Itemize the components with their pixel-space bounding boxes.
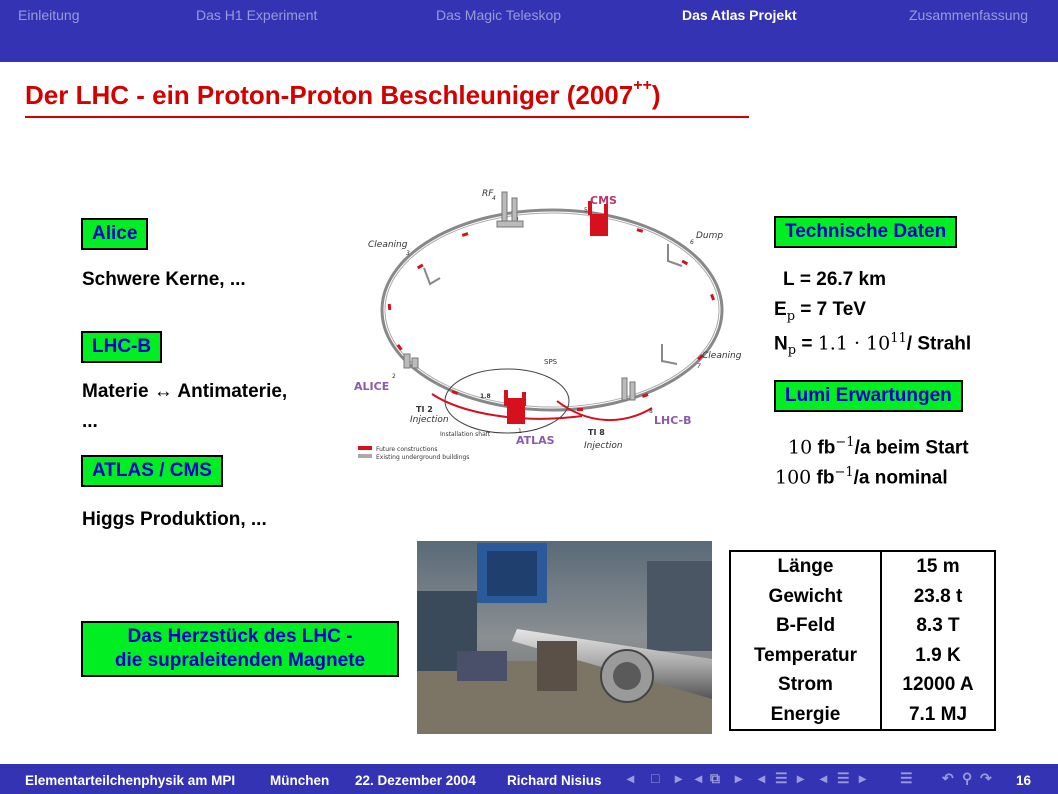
spec-value: 7.1 MJ	[908, 703, 968, 725]
spec-value: 15 m	[916, 556, 960, 578]
nav-forward-icon[interactable]: ↷	[980, 770, 992, 786]
spec-quantity: Temperatur	[730, 641, 881, 671]
rf-number: 4	[492, 195, 496, 202]
cleaning-right-number: 7	[697, 363, 701, 370]
lumi-start-text: /a beim Start	[854, 437, 969, 459]
lumi-nominal-unit: fb	[811, 467, 835, 489]
spec-row	[730, 611, 995, 641]
legend-future-label: Future constructions	[376, 446, 438, 453]
energy-subscript: p	[786, 309, 796, 324]
spec-row	[730, 670, 995, 700]
length-value: = 26.7 km	[799, 269, 886, 290]
alice-description: Schwere Kerne, ...	[82, 269, 246, 290]
magnet-highlight-line1: Das Herzstück des LHC -	[127, 626, 353, 647]
nav-prev-section-icon[interactable]: ◂	[758, 770, 766, 786]
spec-row	[730, 641, 995, 671]
spec-row	[730, 700, 995, 731]
ti2-label: TI 2	[416, 405, 433, 414]
lhc-ring-svg	[352, 186, 752, 470]
ring-inner	[385, 213, 719, 407]
atlas-cms-box: ATLAS / CMS	[81, 455, 223, 487]
dipole-magnet-photo-svg	[417, 541, 712, 734]
protons-mantissa: 1.1 · 10	[817, 332, 891, 355]
footer-course: Elementarteilchenphysik am MPI	[25, 773, 236, 788]
atlas-label: ATLAS	[516, 434, 555, 447]
lumi-start-unit: fb	[812, 437, 836, 459]
legend-existing-swatch	[358, 454, 372, 458]
legend-existing-label: Existing underground buildings	[376, 454, 470, 461]
cms-number: 5	[584, 207, 588, 214]
lhcb-box: LHC-B	[81, 331, 162, 363]
spec-quantity: Gewicht	[730, 582, 881, 612]
footer-bar	[0, 764, 1058, 794]
rf-structure-icon	[497, 192, 523, 227]
nav-first-frame-icon[interactable]: ◂	[627, 770, 635, 786]
spec-value: 8.3 T	[916, 615, 960, 637]
cleaning-left-icon	[424, 268, 440, 284]
footer-page-number: 16	[1016, 773, 1032, 788]
cms-label: CMS	[590, 194, 617, 207]
nav-subsection-icon[interactable]: ⧉	[710, 770, 720, 786]
nav-frame-icon[interactable]: □	[651, 770, 660, 786]
alice-box: Alice	[81, 218, 148, 250]
luminosity-box: Lumi Erwartungen	[774, 380, 963, 412]
nav-next-section-icon[interactable]: ▸	[797, 770, 805, 786]
protons-unit: / Strahl	[906, 333, 972, 355]
nav-item-h1-experiment[interactable]: Das H1 Experiment	[196, 7, 318, 23]
legend-future-swatch	[358, 446, 372, 450]
energy-symbol: E	[774, 299, 787, 320]
cleaning-top-label: Cleaning	[368, 240, 408, 250]
lhc-ring-diagram	[352, 186, 752, 470]
spec-row	[730, 551, 995, 582]
dump-label: Dump	[696, 231, 724, 241]
nav-next-part-icon[interactable]: ▸	[859, 770, 867, 786]
installation-shaft-label: Installation shaft	[440, 431, 491, 438]
nav-part-icon[interactable]: ☰	[837, 770, 850, 786]
spec-quantity: B-Feld	[730, 611, 881, 641]
lumi-nominal-exponent: −1	[834, 465, 854, 480]
protons-line	[774, 326, 971, 359]
dump-number: 6	[690, 239, 694, 246]
atlas-cms-description: Higgs Produktion, ...	[82, 509, 267, 530]
slide-title-superscript: ++	[633, 77, 652, 95]
rf-label: RF	[482, 189, 494, 199]
footer-city: München	[270, 773, 330, 788]
lumi-nominal-number: 100	[775, 466, 812, 489]
lhcb-label: LHC-B	[654, 414, 692, 427]
magnet-spec-table	[729, 550, 996, 731]
nav-section-icon[interactable]: ☰	[775, 770, 788, 786]
spec-quantity: Energie	[730, 700, 881, 731]
footer-date: 22. Dezember 2004	[355, 773, 476, 788]
footer-author: Richard Nisius	[507, 773, 602, 788]
protons-equals: =	[801, 333, 818, 355]
ti8-sub-label: Injection	[584, 441, 623, 451]
atlas-number: 1	[518, 428, 522, 435]
slide-title-text: Der LHC - ein Proton-Proton Beschleuniger (2007	[25, 80, 634, 110]
energy-line	[774, 297, 866, 325]
ti2-sub-label: Injection	[410, 415, 449, 425]
lumi-nominal-text: /a nominal	[853, 467, 948, 489]
ti8-label: TI 8	[588, 428, 605, 437]
energy-value: = 7 TeV	[800, 299, 866, 320]
dipole-magnet-photo	[417, 541, 712, 734]
nav-toc-icon[interactable]: ☰	[900, 770, 913, 786]
lumi-nominal-line	[775, 460, 948, 491]
alice-number: 2	[392, 373, 396, 380]
spec-quantity: Strom	[730, 670, 881, 700]
spec-quantity: Länge	[730, 551, 881, 582]
length-symbol: L	[783, 269, 795, 290]
magnet-spec-table-body	[730, 551, 995, 730]
lhcb-number: 8	[649, 408, 653, 415]
lhcb-description-line1: Materie ↔ Antimaterie,	[82, 381, 288, 402]
slide-title-close: )	[651, 80, 661, 110]
cleaning-right-icon	[662, 344, 677, 364]
title-underline	[25, 116, 749, 118]
cleaning-top-number: 3	[406, 250, 410, 257]
alice-label: ALICE	[354, 380, 390, 393]
lumi-start-number: 10	[788, 436, 813, 459]
nav-back-icon[interactable]: ↶	[942, 770, 954, 786]
nav-item-einleitung[interactable]: Einleitung	[18, 7, 80, 23]
length-line	[783, 267, 886, 293]
nav-item-atlas-projekt[interactable]: Das Atlas Projekt	[682, 7, 797, 23]
nav-next-frame-icon[interactable]: ▸	[675, 770, 683, 786]
spec-value: 12000 A	[902, 674, 974, 696]
spec-value: 1.9 K	[915, 644, 961, 666]
nav-prev-part-icon[interactable]: ◂	[820, 770, 828, 786]
lhcb-description-line2: ...	[82, 411, 98, 432]
protons-subscript: p	[787, 343, 797, 359]
nav-item-zusammenfassung[interactable]: Zusammenfassung	[909, 7, 1029, 23]
sps-label: SPS	[544, 358, 558, 366]
nav-item-magic-teleskop[interactable]: Das Magic Teleskop	[436, 7, 562, 23]
ring-outer	[382, 210, 722, 410]
magnet-highlight-line2: die supraleitenden Magnete	[114, 650, 366, 671]
protons-exponent: 11	[890, 331, 907, 346]
nav-prev-subsection-icon[interactable]: ◂	[695, 770, 703, 786]
spec-value: 23.8 t	[913, 585, 963, 607]
ring-section-number: 1.8	[480, 393, 491, 400]
lumi-start-line	[788, 430, 969, 461]
nav-next-subsection-icon[interactable]: ▸	[735, 770, 743, 786]
spec-row	[730, 582, 995, 612]
cleaning-right-label: Cleaning	[702, 351, 742, 361]
magnet-highlight-box	[81, 621, 399, 677]
slide-title	[25, 77, 661, 111]
section-nav-bar	[0, 0, 1058, 62]
protons-symbol: N	[774, 333, 788, 355]
lumi-start-exponent: −1	[835, 435, 855, 450]
technical-data-box: Technische Daten	[774, 216, 957, 248]
nav-search-icon[interactable]: ⚲	[962, 770, 973, 786]
